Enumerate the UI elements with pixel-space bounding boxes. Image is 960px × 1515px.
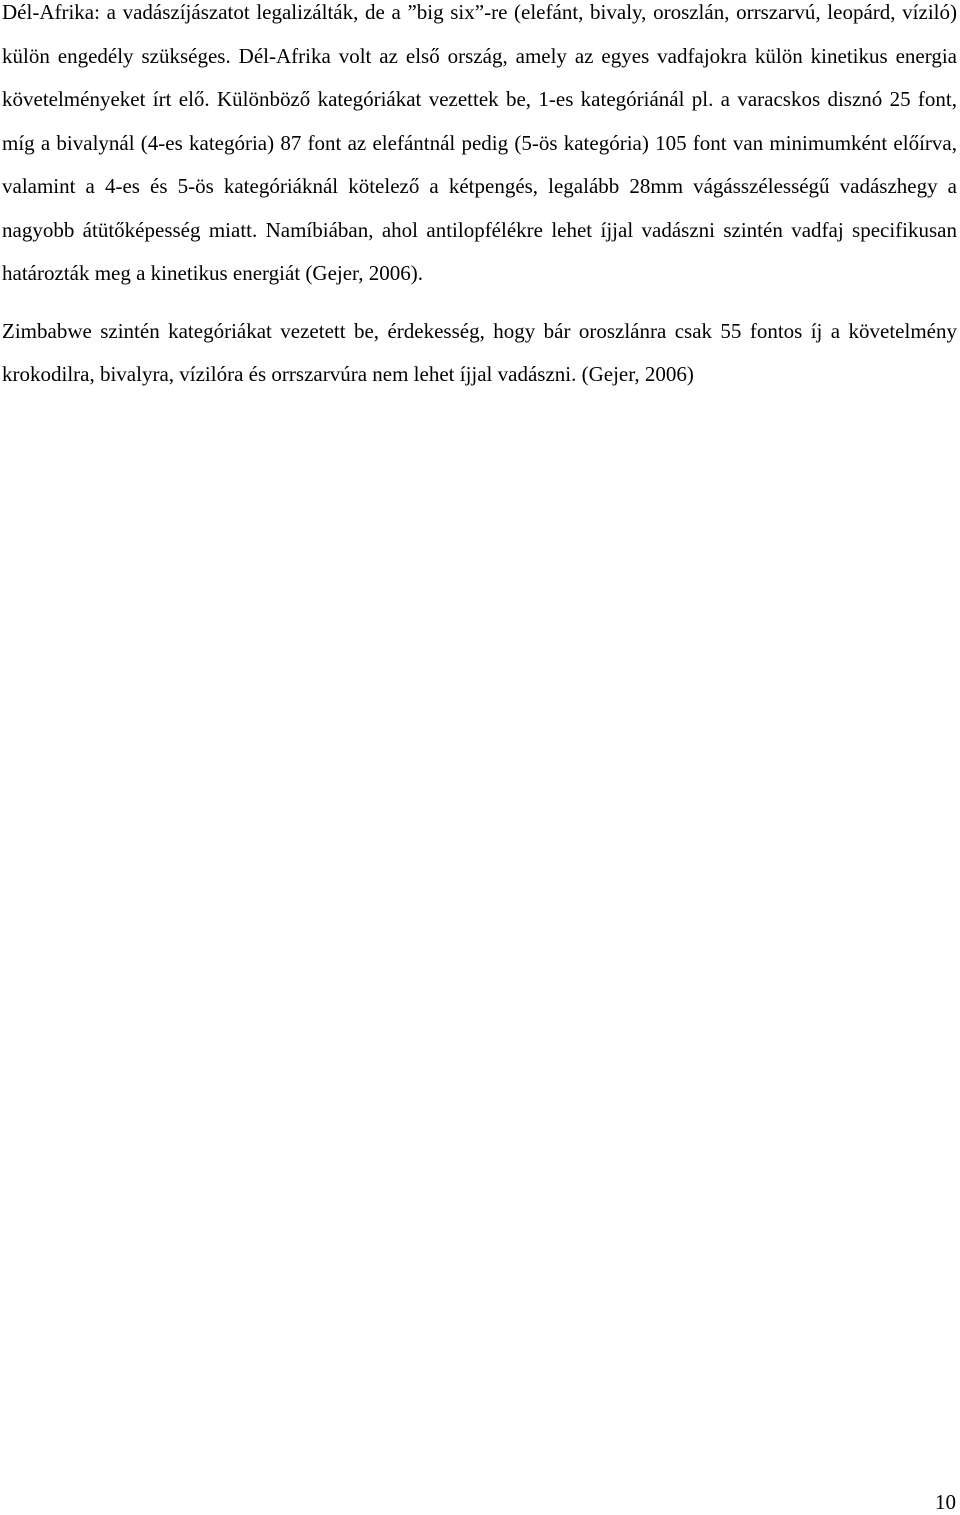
paragraph-south-africa-namibia: Dél-Afrika: a vadászíjászatot legalizálták, de a ”big six”-re (elefánt, bivaly, oroszlán, orrszarvú, leopárd, víziló) külön engedély szükséges. Dél-Afrika volt az első ország, amely az egyes vadfajokra külön kinetikus energia követelményeket írt elő. Különböző kategóriákat vezettek be, 1-es kategóriánál pl. a varacskos disznó 25 font, míg a bivalynál (4-es kategória) 87 font az elefántnál pedig (5-ös kategória) 105 font van minimumként előírva, valamint a 4-es és 5-ös kategóriáknál kötelező a kétpengés, legalább 28mm vágásszélességű vadászhegy a nagyobb átütőképesség miatt. Namíbiában, ahol antilopfélékre lehet íjjal vadászni szintén vadfaj specifikusan határozták meg a kinetikus energiát (Gejer, 2006). bbox=[2, 0, 957, 285]
paragraph-zimbabwe: Zimbabwe szintén kategóriákat vezetett be, érdekesség, hogy bár oroszlánra csak 55 fontos íj a követelmény krokodilra, bivalyra, vízilóra és orrszarvúra nem lehet íjjal vadászni. (Gejer, 2006) bbox=[2, 318, 957, 386]
document-body bbox=[2, 0, 957, 397]
page-number: 10 bbox=[935, 1490, 956, 1514]
